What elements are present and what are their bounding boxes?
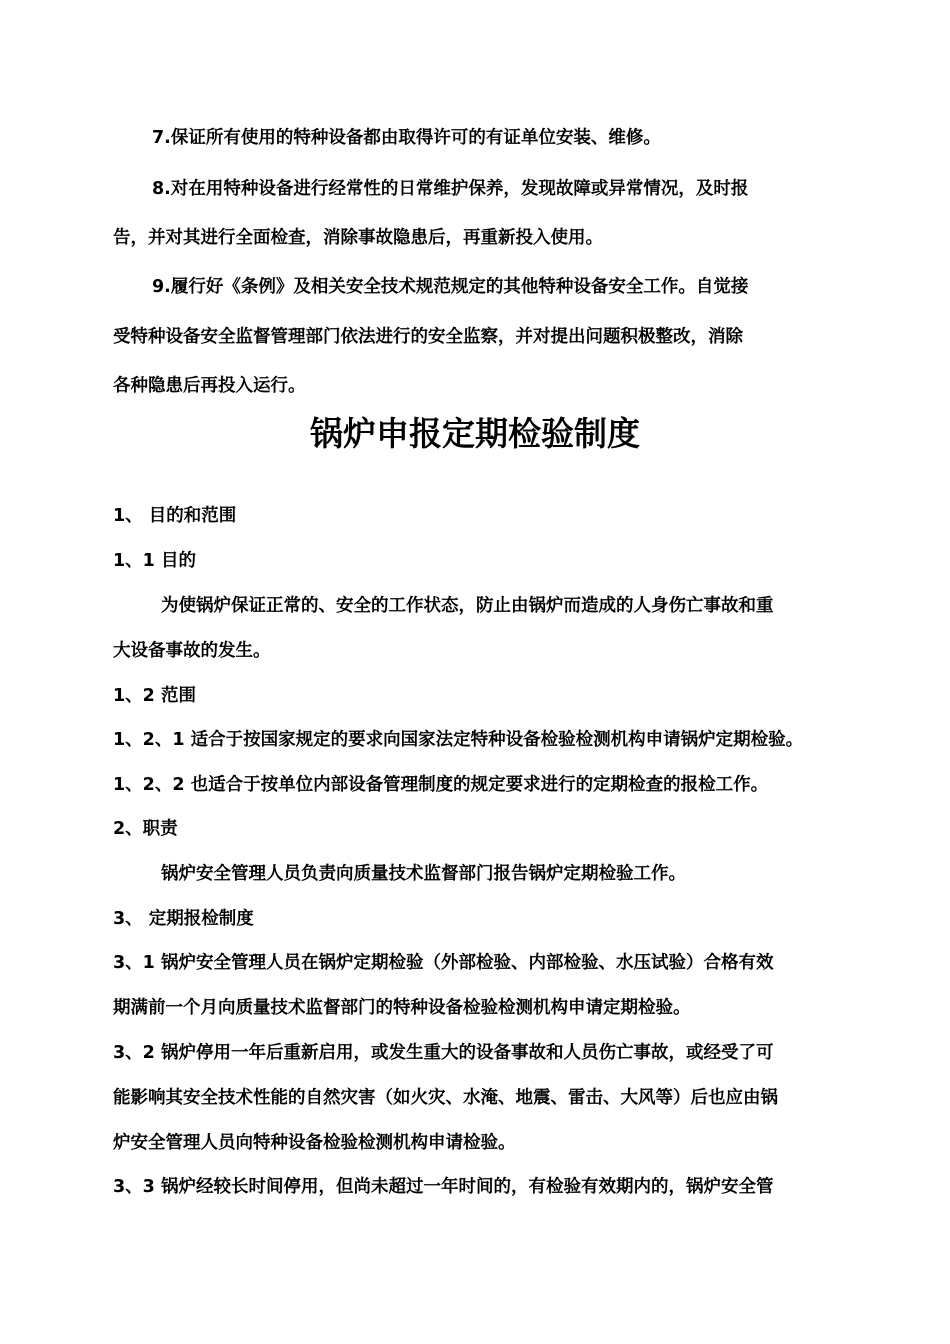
rule-3-2-line-1: 3、2 锅炉停用一年后重新启用，或发生重大的设备事故和人员伤亡事故，或经受了可 [113, 1043, 774, 1063]
paragraph-7-line-1: 7.保证所有使用的特种设备都由取得许可的有证单位安装、维修。 [152, 128, 661, 148]
duty-line: 锅炉安全管理人员负责向质量技术监督部门报告锅炉定期检验工作。 [161, 864, 686, 884]
section-3-heading: 3、 定期报检制度 [113, 909, 254, 929]
paragraph-8-line-2: 告，并对其进行全面检查，消除事故隐患后，再重新投入使用。 [113, 228, 603, 248]
rule-3-1-line-1: 3、1 锅炉安全管理人员在锅炉定期检验（外部检验、内部检验、水压试验）合格有效 [113, 953, 774, 973]
section-1-1-heading: 1、1 目的 [113, 551, 196, 571]
section-1-2-heading: 1、2 范围 [113, 686, 196, 706]
rule-3-3-line-1: 3、3 锅炉经较长时间停用，但尚未超过一年时间的，有检验有效期内的，锅炉安全管 [113, 1177, 774, 1197]
paragraph-9-line-1: 9.履行好《条例》及相关安全技术规范规定的其他特种设备安全工作。自觉接 [152, 277, 749, 297]
paragraph-9-line-2: 受特种设备安全监督管理部门依法进行的安全监察，并对提出问题积极整改，消除 [113, 327, 743, 347]
rule-3-1-line-2: 期满前一个月向质量技术监督部门的特种设备检验检测机构申请定期检验。 [113, 998, 691, 1018]
document-title: 锅炉申报定期检验制度 [310, 414, 640, 453]
section-1-heading: 1、 目的和范围 [113, 506, 237, 526]
section-2-heading: 2、职责 [113, 819, 178, 839]
paragraph-9-line-3: 各种隐患后再投入运行。 [113, 376, 306, 396]
rule-3-2-line-3: 炉安全管理人员向特种设备检验检测机构申请检验。 [113, 1133, 516, 1153]
purpose-line-1: 为使锅炉保证正常的、安全的工作状态，防止由锅炉而造成的人身伤亡事故和重 [161, 596, 774, 616]
scope-item-2: 1、2、2 也适合于按单位内部设备管理制度的规定要求进行的定期检查的报检工作。 [113, 775, 769, 795]
rule-3-2-line-2: 能影响其安全技术性能的自然灾害（如火灾、水淹、地震、雷击、大风等）后也应由锅 [113, 1088, 778, 1108]
paragraph-8-line-1: 8.对在用特种设备进行经常性的日常维护保养，发现故障或异常情况，及时报 [152, 179, 749, 199]
scope-item-1: 1、2、1 适合于按国家规定的要求向国家法定特种设备检验检测机构申请锅炉定期检验。 [113, 730, 804, 750]
purpose-line-2: 大设备事故的发生。 [113, 641, 271, 661]
